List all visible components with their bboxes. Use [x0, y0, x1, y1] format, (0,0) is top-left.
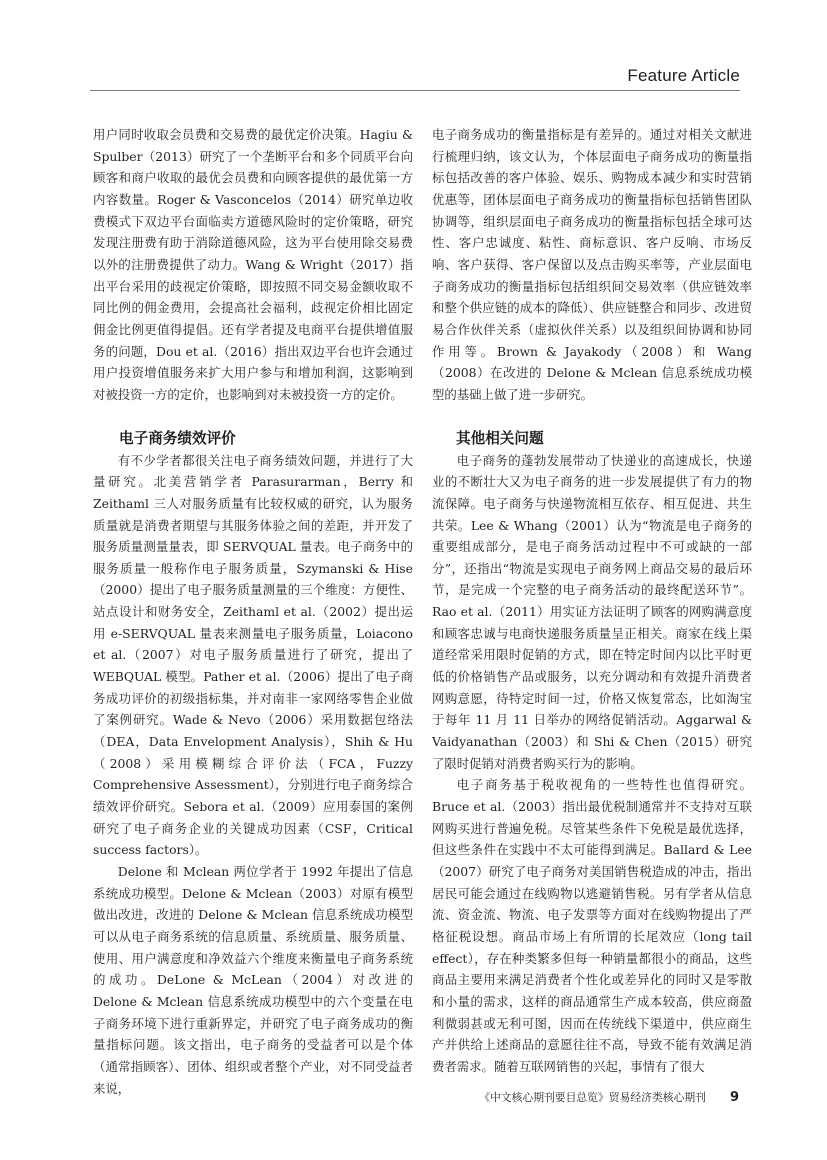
left-column — [93, 124, 413, 1099]
running-header-title: Feature Article — [627, 66, 740, 85]
page-number: 9 — [729, 1090, 739, 1105]
paragraph: 电子商务的蓬勃发展带动了快递业的高速成长，快递业的不断壮大又为电子商务的进一步发展提供了有力的物流保障。电子商务与快递物流相互依存、相互促进、共生共荣。Lee & Whang（2001）认为“物流是电子商务的重要组成部分，是电子商务活动过程中不可或缺的一部分”，还指出“物流是实现电子商务网上商品交易的最后环节，是完成一个完整的电子商务活动的最终配送环节”。Rao et al.（2011）用实证方法证明了顾客的网购满意度和顾客忠诚与电商快递服务质量呈正相关。商家在线上渠道经常采用限时促销的方式，即在特定时间内以比平时更低的价格销售产品或服务，以充分调动和有效提升消费者网购意愿，待特定时间一过，价格又恢复常态，比如淘宝于每年 11 月 11 日举办的网络促销活动。Aggarwal & Vaidyanathan（2003）和 Shi & Chen（2015）研究了限时促销对消费者购买行为的影响。 — [432, 452, 752, 771]
paragraph: 电子商务基于税收视角的一些特性也值得研究。Bruce et al.（2003）指出最优税制通常并不支持对互联网购买进行普遍免税。尽管某些条件下免税是最优选择，但这些条件在实践中不太可能得到满足。Ballard & Lee（2007）研究了电子商务对美国销售税造成的冲击，指出居民可能会通过在线购物以逃避销售税。另有学者从信息流、资金流、物流、电子发票等方面对在线购物提出了严格征税设想。商品市场上有所谓的长尾效应（long tail effect），存在种类繁多但每一种销量都很小的商品，这些商品主要用来满足消费者个性化或差异化的同时又是零散和小量的需求，这样的商品通常生产成本较高，供应商盈利微弱甚或无利可图，因而在传统线下渠道中，供应商生产并供给上述商品的意愿往往不高，导致不能有效满足消费者需求。随着互联网销售的兴起，事情有了很大 — [432, 777, 752, 1074]
paragraph: 用户同时收取会员费和交易费的最优定价决策。Hagiu & Spulber（2013）研究了一个垄断平台和多个同质平台向顾客和商户收取的最优会员费和向顾客提供的最优第一方内容数量。Roger & Vasconcelos（2014）研究单边收费模式下双边平台面临卖方道德风险时的定价策略，研究发现注册费有助于消除道德风险，这为平台使用除交易费以外的注册费提供了动力。Wang & Wright（2017）指出平台采用的歧视定价策略，即按照不同交易金额收取不同比例的佣金费用，会提高社会福利，歧视定价相比固定佣金比例更值得提倡。还有学者提及电商平台提供增值服务的问题，Dou et al.（2016）指出双边平台也许会通过用户投资增值服务来扩大用户参与和增加利润，这影响到对被投资一方的定价，也影响到对未被投资一方的定价。 — [93, 127, 413, 402]
section-heading: 电子商务绩效评价 — [119, 429, 236, 447]
paragraph: Delone 和 Mclean 两位学者于 1992 年提出了信息系统成功模型。Delone & Mclean（2003）对原有模型做出改进，改进的 Delone & Mclean 信息系统成功模型可以从电子商务系统的信息质量、系统质量、服务质量、使用、用户满意度和净效益六个维度来衡量电子商务系统的成功。DeLone & McLean（2004）对改进的 Delone & Mclean 信息系统成功模型中的六个变量在电子商务环境下进行重新界定，并研究了电子商务成功的衡量指标问题。该文指出，电子商务的受益者可以是个体（通常指顾客）、团体、组织或者整个产业，对不同受益者来说， — [93, 864, 413, 1096]
right-column — [432, 124, 752, 1078]
section-heading: 其他相关问题 — [456, 429, 544, 447]
page-footer — [479, 1090, 739, 1105]
paragraph: 有不少学者都很关注电子商务绩效问题，并进行了大量研究。北美营销学者 Parasurarman，Berry 和 Zeithaml 三人对服务质量有比较权威的研究，认为服务质量就是消费者期望与其服务体验之间的差距，并开发了服务质量测量量表，即 SERVQUAL 量表。电子商务中的服务质量一般称作电子服务质量，Szymanski & Hise（2000）提出了电子服务质量测量的三个维度：方便性、站点设计和财务安全，Zeithaml et al.（2002）提出运用 e-SERVQUAL 量表来测量电子服务质量，Loiacono et al.（2007）对电子服务质量进行了研究，提出了 WEBQUAL 模型。Pather et al.（2006）提出了电子商务成功评价的初级指标集，并对南非一家网络零售企业做了案例研究。Wade & Nevo（2006）采用数据包络法（DEA，Data Envelopment Analysis），Shih & Hu（2008）采用模糊综合评价法（FCA，Fuzzy Comprehensive Assessment），分别进行电子商务综合绩效评价研究。Sebora et al.（2009）应用泰国的案例研究了电子商务企业的关键成功因素（CSF，Critical success factors）。 — [93, 452, 413, 858]
paragraph: 电子商务成功的衡量指标是有差异的。通过对相关文献进行梳理归纳，该文认为，个体层面电子商务成功的衡量指标包括改善的客户体验、娱乐、购物成本减少和实时营销优惠等，团体层面电子商务成功的衡量指标包括销售团队协调等，组织层面电子商务成功的衡量指标包括全球可达性、客户忠诚度、粘性、商标意识、客户反响、市场反响、客户获得、客户保留以及点击购买率等，产业层面电子商务成功的衡量指标包括组织间交易效率（供应链效率和整个供应链的成本的降低）、供应链整合和同步、改进贸易合作伙伴关系（虚拟伙伴关系）以及组织间协调和协同作用等。Brown & Jayakody（2008）和 Wang（2008）在改进的 Delone & Mclean 信息系统成功模型的基础上做了进一步研究。 — [432, 127, 752, 402]
footer-journal-name: 《中文核心期刊要目总览》贸易经济类核心期刊 — [479, 1091, 706, 1104]
header-rule — [90, 90, 740, 91]
